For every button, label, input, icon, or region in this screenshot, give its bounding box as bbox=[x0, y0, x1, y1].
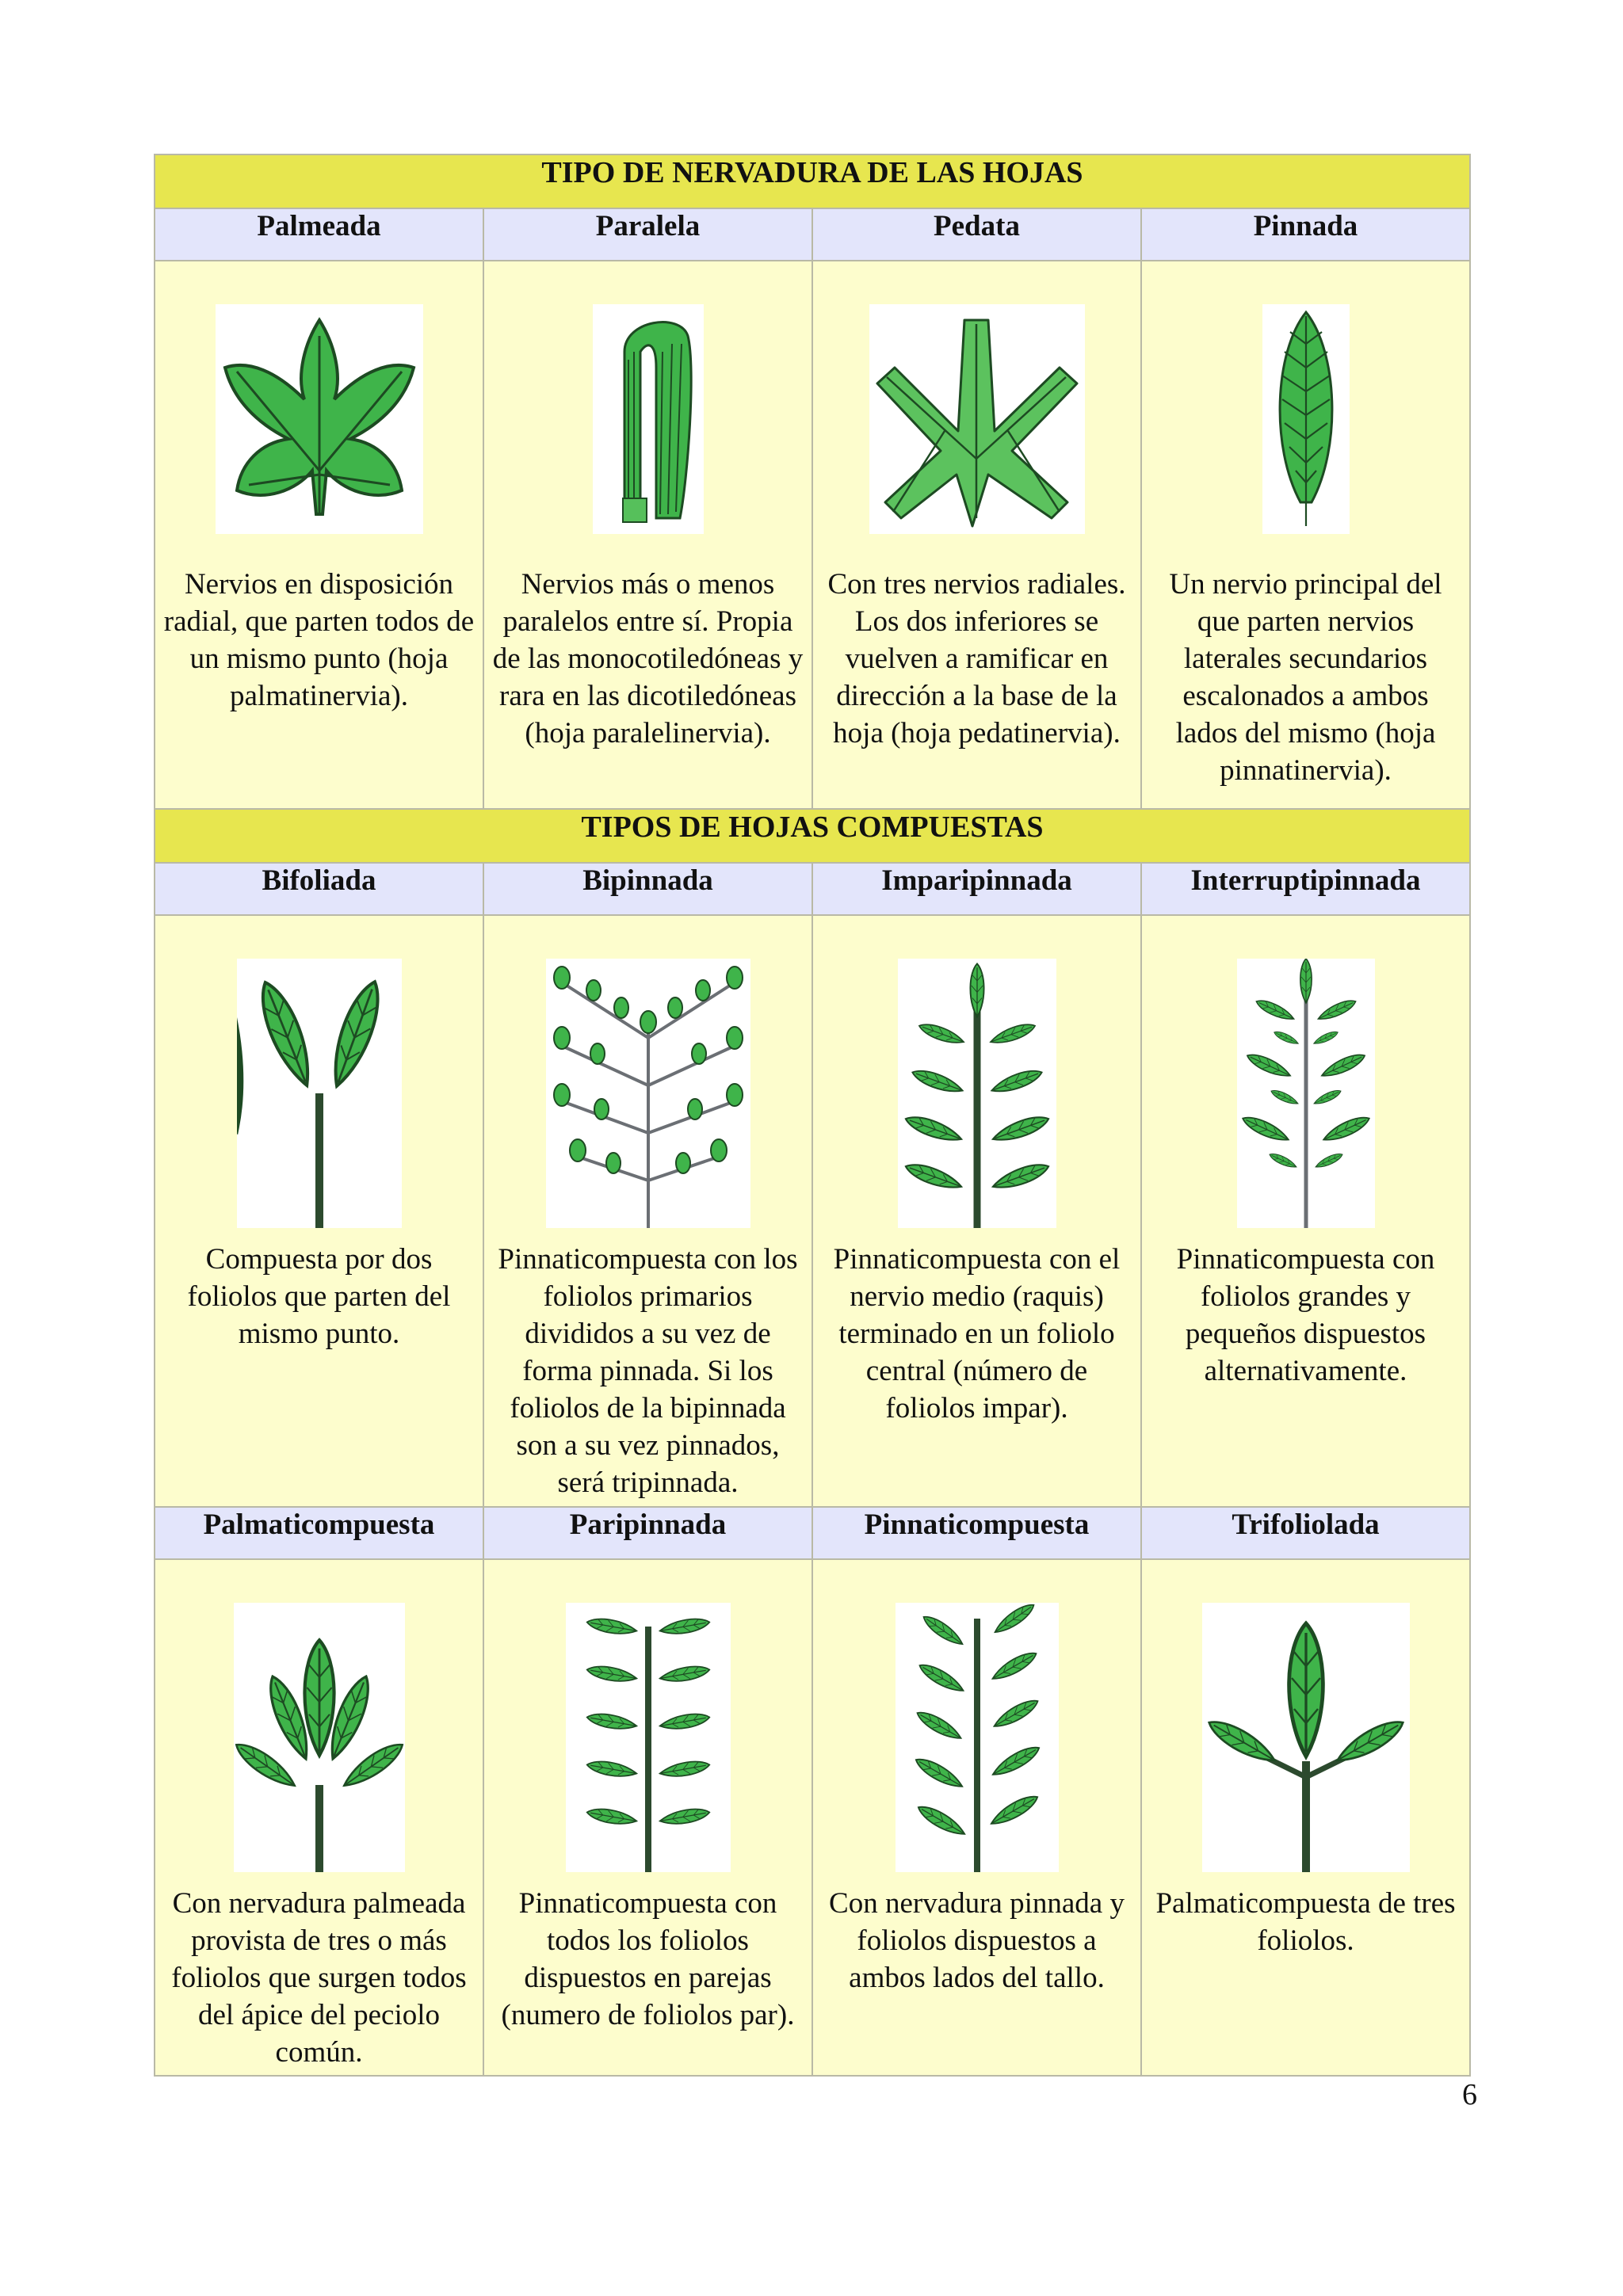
bipinnate-leaf-icon bbox=[546, 959, 750, 1228]
cell-palmeada bbox=[155, 261, 483, 809]
pedate-leaf-icon bbox=[869, 304, 1085, 534]
description: Palmaticompuesta de tres foliolos. bbox=[1155, 1887, 1456, 1957]
cell-bipinnada bbox=[483, 915, 812, 1507]
header-pedata: Pedata bbox=[812, 208, 1141, 261]
section-title: TIPO DE NERVADURA DE LAS HOJAS bbox=[155, 154, 1470, 208]
header-paralela: Paralela bbox=[483, 208, 812, 261]
cell-paralela bbox=[483, 261, 812, 809]
leaf-types-table bbox=[154, 154, 1471, 2077]
section-header-row bbox=[155, 154, 1470, 208]
content-row bbox=[155, 915, 1470, 1507]
imparipinnate-leaf-icon bbox=[898, 959, 1056, 1228]
header-pinnaticompuesta: Pinnaticompuesta bbox=[812, 1507, 1141, 1559]
description: Un nervio principal del que parten nervios laterales secundarios escalonados a ambos lados del mismo (hoja pinnatinervia). bbox=[1169, 568, 1442, 787]
description: Con nervadura pinnada y foliolos dispuestos a ambos lados del tallo. bbox=[829, 1887, 1125, 1994]
description: Pinnaticompuesta con todos los foliolos dispuestos en parejas (numero de foliolos par). bbox=[501, 1887, 795, 2031]
content-row bbox=[155, 261, 1470, 809]
column-header-row bbox=[155, 863, 1470, 915]
cell-pinnada bbox=[1141, 261, 1470, 809]
description: Nervios en disposición radial, que parten todos de un mismo punto (hoja palmatinervia). bbox=[163, 568, 475, 712]
pinnate-leaf-icon bbox=[1262, 304, 1350, 534]
column-header-row bbox=[155, 208, 1470, 261]
description: Pinnaticompuesta con el nervio medio (raquis) terminado en un foliolo central (número de foliolos impar). bbox=[833, 1243, 1121, 1425]
description: Con nervadura palmeada provista de tres o más foliolos que surgen todos del ápice del peciolo común. bbox=[171, 1887, 467, 2069]
trifoliolate-leaf-icon bbox=[1202, 1603, 1410, 1872]
header-paripinnada: Paripinnada bbox=[483, 1507, 812, 1559]
cell-pinnaticompuesta bbox=[812, 1559, 1141, 2076]
header-imparipinnada: Imparipinnada bbox=[812, 863, 1141, 915]
description: Pinnaticompuesta con foliolos grandes y pequeños dispuestos alternativamente. bbox=[1176, 1243, 1435, 1387]
palmate-leaf-icon bbox=[216, 304, 423, 534]
header-bipinnada: Bipinnada bbox=[483, 863, 812, 915]
header-trifoliolada: Trifoliolada bbox=[1141, 1507, 1470, 1559]
header-palmeada: Palmeada bbox=[155, 208, 483, 261]
column-header-row bbox=[155, 1507, 1470, 1559]
parallel-leaf-icon bbox=[593, 304, 704, 534]
cell-interruptipinnada bbox=[1141, 915, 1470, 1507]
header-bifoliada: Bifoliada bbox=[155, 863, 483, 915]
bifoliate-leaf-icon bbox=[237, 959, 402, 1228]
section-header-row bbox=[155, 809, 1470, 863]
cell-palmaticompuesta bbox=[155, 1559, 483, 2076]
header-interruptipinnada: Interruptipinnada bbox=[1141, 863, 1470, 915]
interruptipinnate-leaf-icon bbox=[1237, 959, 1375, 1228]
description: Nervios más o menos paralelos entre sí. Propia de las monocotiledóneas y rara en las dicotiledóneas (hoja paralelinervia). bbox=[492, 568, 804, 749]
paripinnate-leaf-icon bbox=[566, 1603, 731, 1872]
header-pinnada: Pinnada bbox=[1141, 208, 1470, 261]
description: Con tres nervios radiales. Los dos inferiores se vuelven a ramificar en dirección a la base de la hoja (hoja pedatinervia). bbox=[827, 568, 1126, 749]
cell-trifoliolada bbox=[1141, 1559, 1470, 2076]
cell-bifoliada bbox=[155, 915, 483, 1507]
description: Compuesta por dos foliolos que parten del mismo punto. bbox=[187, 1243, 451, 1350]
palmately-compound-leaf-icon bbox=[234, 1603, 405, 1872]
pinnately-compound-leaf-icon bbox=[896, 1603, 1059, 1872]
header-palmaticompuesta: Palmaticompuesta bbox=[155, 1507, 483, 1559]
cell-pedata bbox=[812, 261, 1141, 809]
page-number: 6 bbox=[1462, 2078, 1477, 2111]
cell-imparipinnada bbox=[812, 915, 1141, 1507]
content-row bbox=[155, 1559, 1470, 2076]
section-title: TIPOS DE HOJAS COMPUESTAS bbox=[155, 809, 1470, 863]
cell-paripinnada bbox=[483, 1559, 812, 2076]
description: Pinnaticompuesta con los foliolos primarios divididos a su vez de forma pinnada. Si los foliolos de la bipinnada son a su vez pinnados, será tripinnada. bbox=[498, 1243, 798, 1499]
